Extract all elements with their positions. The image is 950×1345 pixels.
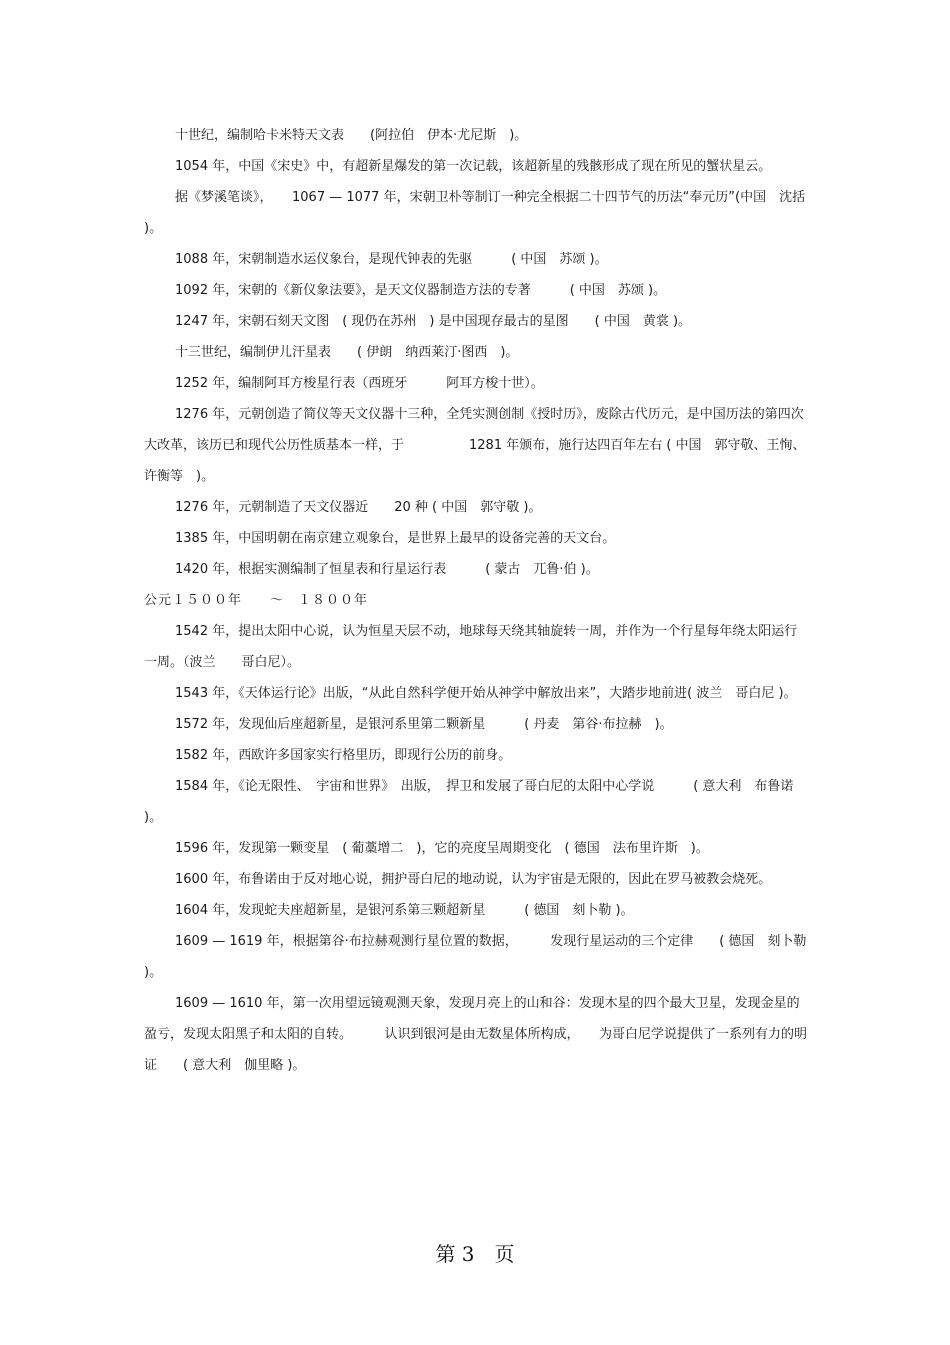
page-number: 第 3 页: [435, 1242, 515, 1266]
paragraph-1092: 1092 年，宋朝的《新仪象法要》，是天文仪器制造方法的专著 ( 中国 苏颂 )。: [175, 283, 667, 298]
paragraph-1572: 1572 年，发现仙后座超新星，是银河系里第二颗新星 ( 丹麦 第谷·布拉赫 )。: [175, 717, 673, 732]
paragraph-1247: 1247 年，宋朝石刻天文图 ( 现仍在苏州 ) 是中国现存最古的星图 ( 中国 黄裳 )。: [175, 314, 692, 329]
paragraph-1276-shoushi: 1276 年，元朝创造了简仪等天文仪器十三种，全凭实测创制《授时历》，废除古代历元，是中国历法的第四次大改革，该历已和现代公历性质基本一样，于 1281 年颁布，施行达四百年左右 ( 中国 郭守敬、王恂、许衡等 )。: [144, 407, 806, 484]
paragraph-1542: 1542 年，提出太阳中心说，认为恒星天层不动，地球每天绕其轴旋转一周，并作为一个行星每年绕太阳运行一周。（波兰 哥白尼）。: [144, 624, 798, 670]
paragraph-1543: 1543 年，《天体运行论》出版，“从此自然科学便开始从神学中解放出来”，大踏步地前进( 波兰 哥白尼 )。: [175, 686, 797, 701]
paragraph-13th-century: 十三世纪，编制伊儿汗星表 ( 伊朗 纳西莱汀·图西 )。: [175, 345, 519, 360]
section-heading-1500-1800: 公元１５００年 ～ １８００年: [144, 593, 369, 608]
paragraph-1604: 1604 年，发现蛇夫座超新星，是银河系第三颗超新星 ( 德国 刻卜勒 )。: [175, 903, 634, 918]
paragraph-1609-1619: 1609 — 1619 年，根据第谷·布拉赫观测行星位置的数据， 发现行星运动的三个定律 ( 德国 刻卜勒 )。: [144, 934, 811, 980]
paragraph-1276-instruments: 1276 年，元朝制造了天文仪器近 20 种 ( 中国 郭守敬 )。: [175, 500, 542, 515]
paragraph-1600: 1600 年，布鲁诺由于反对地心说，拥护哥白尼的地动说，认为宇宙是无限的，因此在罗马被教会烧死。: [175, 872, 772, 887]
paragraph-10th-century: 十世纪，编制哈卡米特天文表 (阿拉伯 伊本·尤尼斯 )。: [175, 128, 528, 143]
page-body: [144, 120, 810, 1081]
paragraph-1584: 1584 年，《论无限性、 宇宙和世界》 出版， 捍卫和发展了哥白尼的太阳中心学说 ( 意大利 布鲁诺 )。: [144, 779, 798, 825]
paragraph-1582: 1582 年，西欧许多国家实行格里历，即现行公历的前身。: [175, 748, 512, 763]
paragraph-1596: 1596 年，发现第一颗变星 ( 葡藁增二 )，它的亮度呈周期变化 ( 德国 法布里许斯 )。: [175, 841, 709, 856]
paragraph-1054: 1054 年，中国《宋史》中，有超新星爆发的第一次记载，该超新星的残骸形成了现在所见的蟹状星云。: [175, 159, 772, 174]
paragraph-1420: 1420 年，根据实测编制了恒星表和行星运行表 ( 蒙古 兀鲁·伯 )。: [175, 562, 599, 577]
paragraph-1088: 1088 年，宋朝制造水运仪象台，是现代钟表的先驱 ( 中国 苏颂 )。: [175, 252, 608, 267]
paragraph-1385: 1385 年，中国明朝在南京建立观象台，是世界上最早的设备完善的天文台。: [175, 531, 616, 546]
paragraph-1609-1610: 1609 — 1610 年，第一次用望远镜观测天象，发现月亮上的山和谷：发现木星的四个最大卫星，发现金星的盈亏，发现太阳黑子和太阳的自转。 认识到银河是由无数星体所构成， 为哥白尼学说提供了一系列有力的明证 ( 意大利 伽里略 )。: [144, 996, 808, 1073]
paragraph-1252: 1252 年，编制阿耳方梭星行表（西班牙 阿耳方梭十世）。: [175, 376, 544, 391]
paragraph-mengxi-bitan: 据《梦溪笔谈》， 1067 — 1077 年，宋朝卫朴等制订一种完全根据二十四节气的历法“奉元历”(中国 沈括 )。: [144, 190, 810, 236]
